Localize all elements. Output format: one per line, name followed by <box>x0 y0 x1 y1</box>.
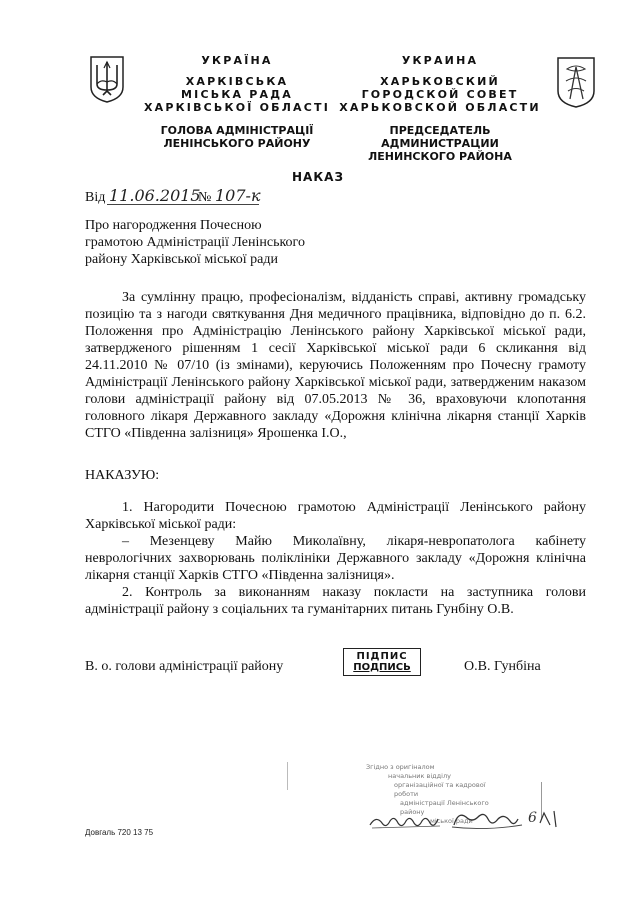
country-ua: УКРАЇНА <box>201 54 273 67</box>
order-word: НАКАЗУЮ: <box>85 468 160 483</box>
subject-line-3: району Харківської міської ради <box>85 252 278 267</box>
council-line-3: ХАРКІВСЬКОЇ ОБЛАСТІ <box>143 101 331 114</box>
number-prefix: № <box>198 190 212 205</box>
council-line-1: ХАРКІВСЬКА <box>185 75 289 88</box>
order-item-1: 1. Нагородити Почесною грамотою Адміністрації Ленінського району Харківської міської ради: <box>85 500 586 532</box>
awardee: – Мезенцеву Майю Миколаївну, лікаря-невропатолога кабінету неврологічних захворювань поліклініки Державного закладу «Дорожня клінічна лікарня станції Харків СТГО «Південна залізниця». <box>85 534 586 583</box>
date-handwritten: 11.06.2015 <box>109 186 201 205</box>
signatory-position: В. о. голови адміністрації району <box>85 659 284 674</box>
preamble: За сумлінну працю, професіоналізм, відданість справі, активну громадську позицію та з нагоди святкування Дня медичного працівника, відповідно до п. 6.2. Положення про Адміністрацію Ленінського району Харківської міської ради, затвердженого рішенням 1 сесії Харківської міської ради 6 скликання від 24.11.2010 № 07/10 (із змінами), керуючись Положенням про Почесну грамоту Адміністрації Ленінського району Харківської міської ради, затвердженим наказом голови адміністрації району від 07.05.2013 № 36, враховуючи клопотання головного лікаря Державного закладу «Дорожня клінічна лікарня станції Харків СТГО «Південна залізниця» Ярошенка І.О., <box>85 290 586 441</box>
header-right <box>332 54 548 163</box>
country-ru: УКРАИНА <box>401 54 479 67</box>
approval-stamp-line-3: організаційної та кадрової роботи <box>394 781 486 798</box>
kharkiv-city-coat-of-arms-icon <box>555 55 597 109</box>
executor-note: Довгаль 720 13 75 <box>85 828 154 837</box>
scan-mark <box>287 762 288 790</box>
subject <box>85 217 365 268</box>
council-line-2: МІСЬКА РАДА <box>181 88 293 101</box>
council-line-2: ГОРОДСКОЙ СОВЕТ <box>361 88 519 101</box>
subject-line-1: Про нагородження Почесною <box>85 218 262 233</box>
date-underline <box>107 204 259 205</box>
order-item-2: 2. Контроль за виконанням наказу покласти на заступника голови адміністрації району з соціальних та гуманітарних питань Гунбіну О.В. <box>85 585 586 617</box>
approval-stamp-line-4: адміністрації Ленінського району <box>400 799 489 816</box>
office-line-1: ГОЛОВА АДМІНІСТРАЦІЇ <box>160 124 314 137</box>
signature-stamp <box>343 648 421 676</box>
council-line-1: ХАРЬКОВСКИЙ <box>380 75 500 88</box>
signatory-name: О.В. Гунбіна <box>464 659 541 674</box>
handwritten-signature <box>368 805 568 833</box>
document-title: НАКАЗ <box>292 170 344 184</box>
stamp-line-1: ПІДПИС <box>356 651 408 662</box>
svg-text:6: 6 <box>528 810 537 826</box>
stamp-line-2: ПОДПИСЬ <box>353 662 411 673</box>
approval-stamp-line-5: міської ради <box>430 817 473 825</box>
trident-coat-of-arms-icon <box>88 54 126 104</box>
subject-line-2: грамотою Адміністрації Ленінського <box>85 235 305 250</box>
council-line-3: ХАРЬКОВСКОЙ ОБЛАСТИ <box>339 101 541 114</box>
approval-stamp-line-1: Згідно з оригіналом <box>366 763 435 771</box>
date-number-line <box>85 186 345 208</box>
office-line-2: ЛЕНИНСКОГО РАЙОНА <box>368 150 512 163</box>
number-handwritten: 107-к <box>215 186 261 205</box>
approval-stamp-line-2: начальник відділу <box>388 772 451 780</box>
office-line-1: ПРЕДСЕДАТЕЛЬ АДМИНИСТРАЦИИ <box>381 124 499 150</box>
header-left <box>142 54 332 150</box>
office-line-2: ЛЕНІНСЬКОГО РАЙОНУ <box>163 137 311 150</box>
date-prefix: Від <box>85 190 106 205</box>
